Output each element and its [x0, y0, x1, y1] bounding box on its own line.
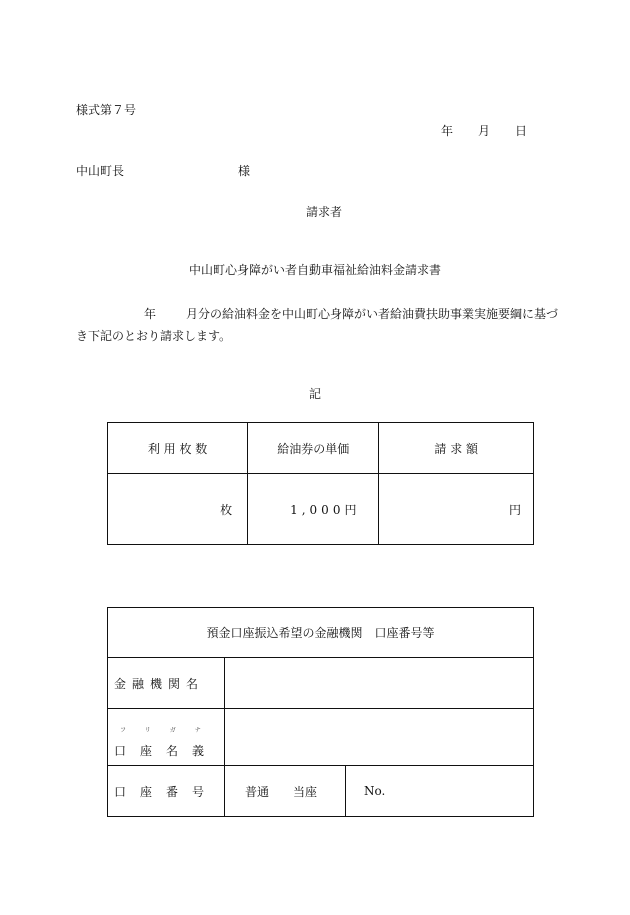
statement-text: 月分の給油料金を中山町心身障がい者給油費扶助事業実施要綱に基づき下記のとおり請求します。: [76, 307, 559, 343]
usage-table: [107, 422, 534, 545]
unit-price-cell: [248, 474, 379, 545]
account-type-cell[interactable]: [225, 766, 346, 817]
document-title: 中山町心身障がい者自動車福祉給油料金請求書: [188, 263, 441, 277]
date-day: 日: [515, 124, 528, 138]
institution-input[interactable]: [225, 658, 534, 709]
bank-heading-row: [108, 608, 534, 658]
holder-label: 口座名義: [114, 744, 219, 758]
no-label: No.: [364, 784, 386, 798]
institution-row: [108, 658, 534, 709]
bank-heading: 預金口座振込希望の金融機関 口座番号等: [108, 608, 534, 658]
usage-value-row: [108, 474, 534, 545]
account-type-current[interactable]: 当座: [293, 784, 318, 799]
account-number-row: [108, 766, 534, 817]
usage-count-cell[interactable]: [108, 474, 248, 545]
count-unit: 枚: [220, 502, 233, 517]
honorific: 様: [238, 164, 251, 178]
furigana-label: フリガナ: [120, 727, 220, 734]
request-amount-cell[interactable]: [379, 474, 534, 545]
holder-input[interactable]: [225, 709, 534, 766]
date-line: [441, 122, 527, 139]
institution-label: 金融機関名: [108, 658, 225, 709]
unit-price: 1,000円: [290, 502, 361, 517]
header-unit-price: 給油券の単価: [248, 423, 379, 474]
number-label: 口座番号: [108, 766, 225, 817]
form-number: 様式第７号: [76, 103, 137, 117]
date-month: 月: [478, 124, 491, 138]
holder-row: [108, 709, 534, 766]
header-request-amount: 請 求 額: [379, 423, 534, 474]
account-type-ordinary[interactable]: 普通: [245, 784, 270, 799]
holder-label-cell: [108, 709, 225, 766]
amount-unit: 円: [508, 502, 521, 517]
statement-year: 年: [144, 307, 157, 321]
ki-heading: 記: [308, 387, 321, 401]
date-year: 年: [441, 124, 454, 138]
header-usage-count: 利 用 枚 数: [108, 423, 248, 474]
addressee: 中山町長: [76, 164, 125, 178]
request-statement: [76, 303, 560, 347]
requester-label: 請求者: [306, 205, 343, 219]
bank-table: [107, 607, 534, 817]
usage-header-row: [108, 423, 534, 474]
account-number-cell[interactable]: [346, 766, 534, 817]
